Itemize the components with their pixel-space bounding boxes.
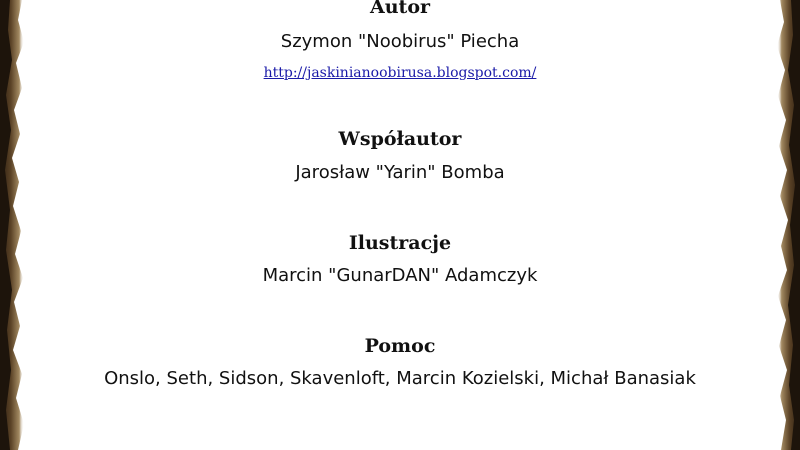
illustrations-name: Marcin "GunarDAN" Adamczyk <box>262 265 538 286</box>
author-name: Szymon "Noobirus" Piecha <box>280 31 520 52</box>
coauthor-heading: Współautor <box>338 128 462 150</box>
help-names: Onslo, Seth, Sidson, Skavenloft, Marcin Kozielski, Michał Banasiak <box>104 368 696 389</box>
coauthor-name: Jarosław "Yarin" Bomba <box>295 162 505 183</box>
author-heading: Autor <box>369 0 430 18</box>
author-blog-link[interactable]: http://jaskinianoobirusa.blogspot.com/ <box>263 65 537 81</box>
illustrations-heading: Ilustracje <box>348 232 452 254</box>
help-heading: Pomoc <box>364 335 436 357</box>
author-link-wrapper <box>0 64 800 82</box>
